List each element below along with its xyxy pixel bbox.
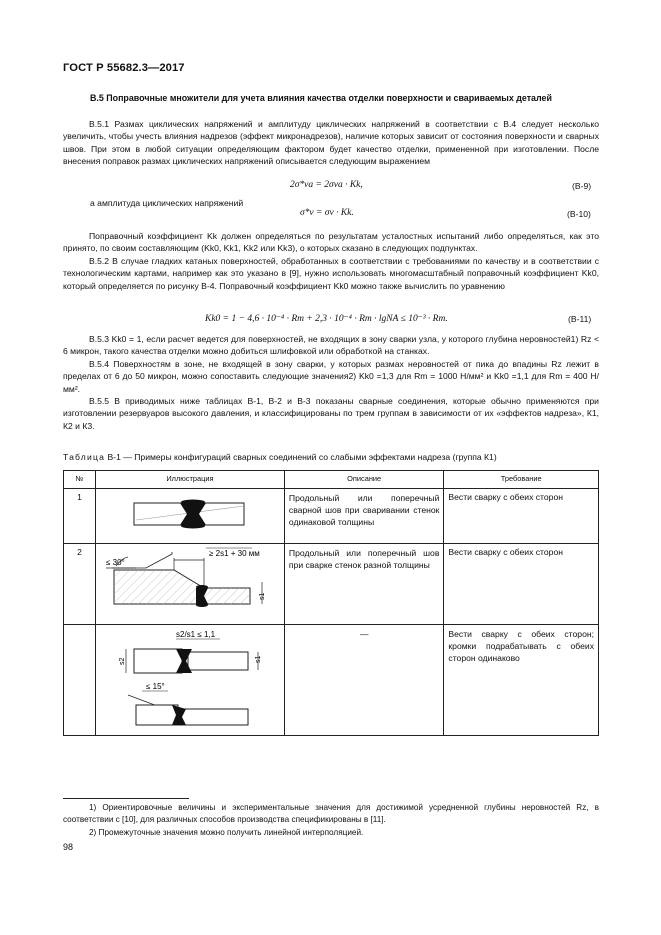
paragraph-b55: В.5.5 В приводимых ниже таблицах В-1, В-2 и В-3 показаны сварные соединения, которые обычно применяются при изготовлении резервуаров высокого давления, и классифицированы по трем группам в зависимости от их «эффектов надреза», К1, К2 и К3. (63, 396, 599, 431)
formula-b11: Kk0 = 1 − 4,6 · 10⁻⁴ · Rm + 2,3 · 10⁻⁴ · Rm · lgNA ≤ 10⁻³ · Rm. (205, 314, 448, 324)
footnote-divider (63, 798, 189, 799)
table-header-row (64, 471, 599, 489)
paragraph-b53: В.5.3 Kk0 = 1, если расчет ведется для поверхностей, не входящих в зону сварки узла, у которого глубина неровностей1) Rz < 6 микрон, такого качества отделки можно добиться шлифовкой или обработкой на станках. (63, 334, 599, 357)
document-header: ГОСТ Р 55682.3—2017 (63, 62, 185, 74)
illustration-cell (95, 489, 284, 544)
table-b1 (63, 470, 599, 736)
paragraph-b52: В.5.2 В случае гладких катаных поверхностей, обработанных в соответствии с требованиями по качеству и в соответствии с технологическим картами, например как это указано в [9], нужно использовать многомасштабный поправочный коэффициент Kk0, который определяется по рисунку В-4. Поправочный коэффициент Kk0 можно также вычислить по уравнению (63, 256, 599, 291)
column-header-description: Описание (284, 471, 444, 489)
row-description: — (284, 625, 444, 736)
formula-b9: 2σ*va = 2σva · Kk, (290, 180, 363, 190)
illustration-cell (95, 625, 284, 736)
page-number: 98 (63, 842, 74, 852)
ratio-label: s2/s1 ≤ 1,1 (175, 630, 215, 639)
butt-weld-equal-thickness-figure (96, 489, 284, 541)
table-caption (63, 452, 497, 462)
angle-label-30: ≤ 30° (105, 558, 125, 567)
table-row (64, 489, 599, 544)
footnote-1: 1) Ориентировочные величины и экспериментальные значения для достижимой усредненной глубины неровностей Rz, в соответствии с [10], для различных способов производства спецификированы в [11]. (63, 803, 599, 825)
paragraph-amplitude: а амплитуда циклических напряжений (90, 198, 244, 208)
column-header-number: № (64, 471, 96, 489)
column-header-illustration: Иллюстрация (95, 471, 284, 489)
thickness-label-s1: s1 (254, 655, 262, 663)
footnote-2: 2) Промежуточные значения можно получить линейной интерполяцией. (89, 828, 364, 837)
table-row (64, 544, 599, 625)
paragraph-b54: В.5.4 Поверхностям в зоне, не входящей в зону сварки, у которых размах неровностей от пика до впадины Rz лежит в пределах от 6 до 50 микрон, можно сопоставить следующие значения2) Kk0 =1,3 для Rm = 1000 Н/мм² и Kk0 =1,1 для Rm = 400 Н/мм². (63, 359, 599, 394)
equation-number-b10: (B-10) (567, 209, 591, 219)
table-caption-lead: Таблица (63, 452, 106, 462)
butt-weld-unequal-thickness-figure (96, 544, 284, 622)
thickness-label-s1: s1 (258, 592, 266, 600)
thickness-label-s2: s2 (118, 657, 126, 665)
row-description: Продольный или поперечный шов при сварке стенок разной толщины (284, 544, 444, 625)
row-description: Продольный или поперечный сварной шов при сваривании стенок одинаковой толщины (284, 489, 444, 544)
equation-number-b11: (B-11) (568, 314, 592, 324)
illustration-cell (95, 544, 284, 625)
angle-label-15: ≤ 15° (145, 682, 165, 691)
formula-b10: σ*v = σv · Kk. (300, 208, 354, 218)
section-heading: В.5 Поправочные множители для учета влияния качества отделки поверхности и свариваемых деталей (90, 93, 552, 103)
row-requirement: Вести сварку с обеих сторон; кромки подрабатывать с обеих сторон одинаково (444, 625, 599, 736)
row-number: 2 (64, 544, 96, 625)
row-requirement: Вести сварку с обеих сторон (444, 489, 599, 544)
equation-number-b9: (B-9) (572, 181, 592, 191)
paragraph-b51: В.5.1 Размах циклических напряжений и амплитуду циклических напряжений в соответствии с В.4 следует несколько увеличить, чтобы учесть влияния надрезов (эффект микронадрезов), наличие которых зависит от состояния поверхности и сварных швов. При этом в любой ситуации определяющим фактором будет качество отделки, примененной при изготовлении. После внесения поправок размах циклических напряжений описывается следующим выражением (63, 119, 599, 167)
table-caption-text: В-1 — Примеры конфигураций сварных соединений со слабыми эффектами надреза (группа К1) (107, 452, 497, 462)
row-requirement: Вести сварку с обеих сторон (444, 544, 599, 625)
row-number: 1 (64, 489, 96, 544)
butt-weld-offset-figure (96, 625, 284, 733)
dimension-label-length: ≥ 2s1 + 30 мм (208, 549, 260, 558)
row-number (64, 625, 96, 736)
column-header-requirement: Требование (444, 471, 599, 489)
paragraph-kk: Поправочный коэффициент Kk должен определяться по результатам усталостных испытаний либо определяться, как это принято, по своим составляющим (Kk0, Kk1, Kk2 или Kk3), о которых сказано в следующих подпунктах. (63, 231, 599, 254)
table-row (64, 625, 599, 736)
